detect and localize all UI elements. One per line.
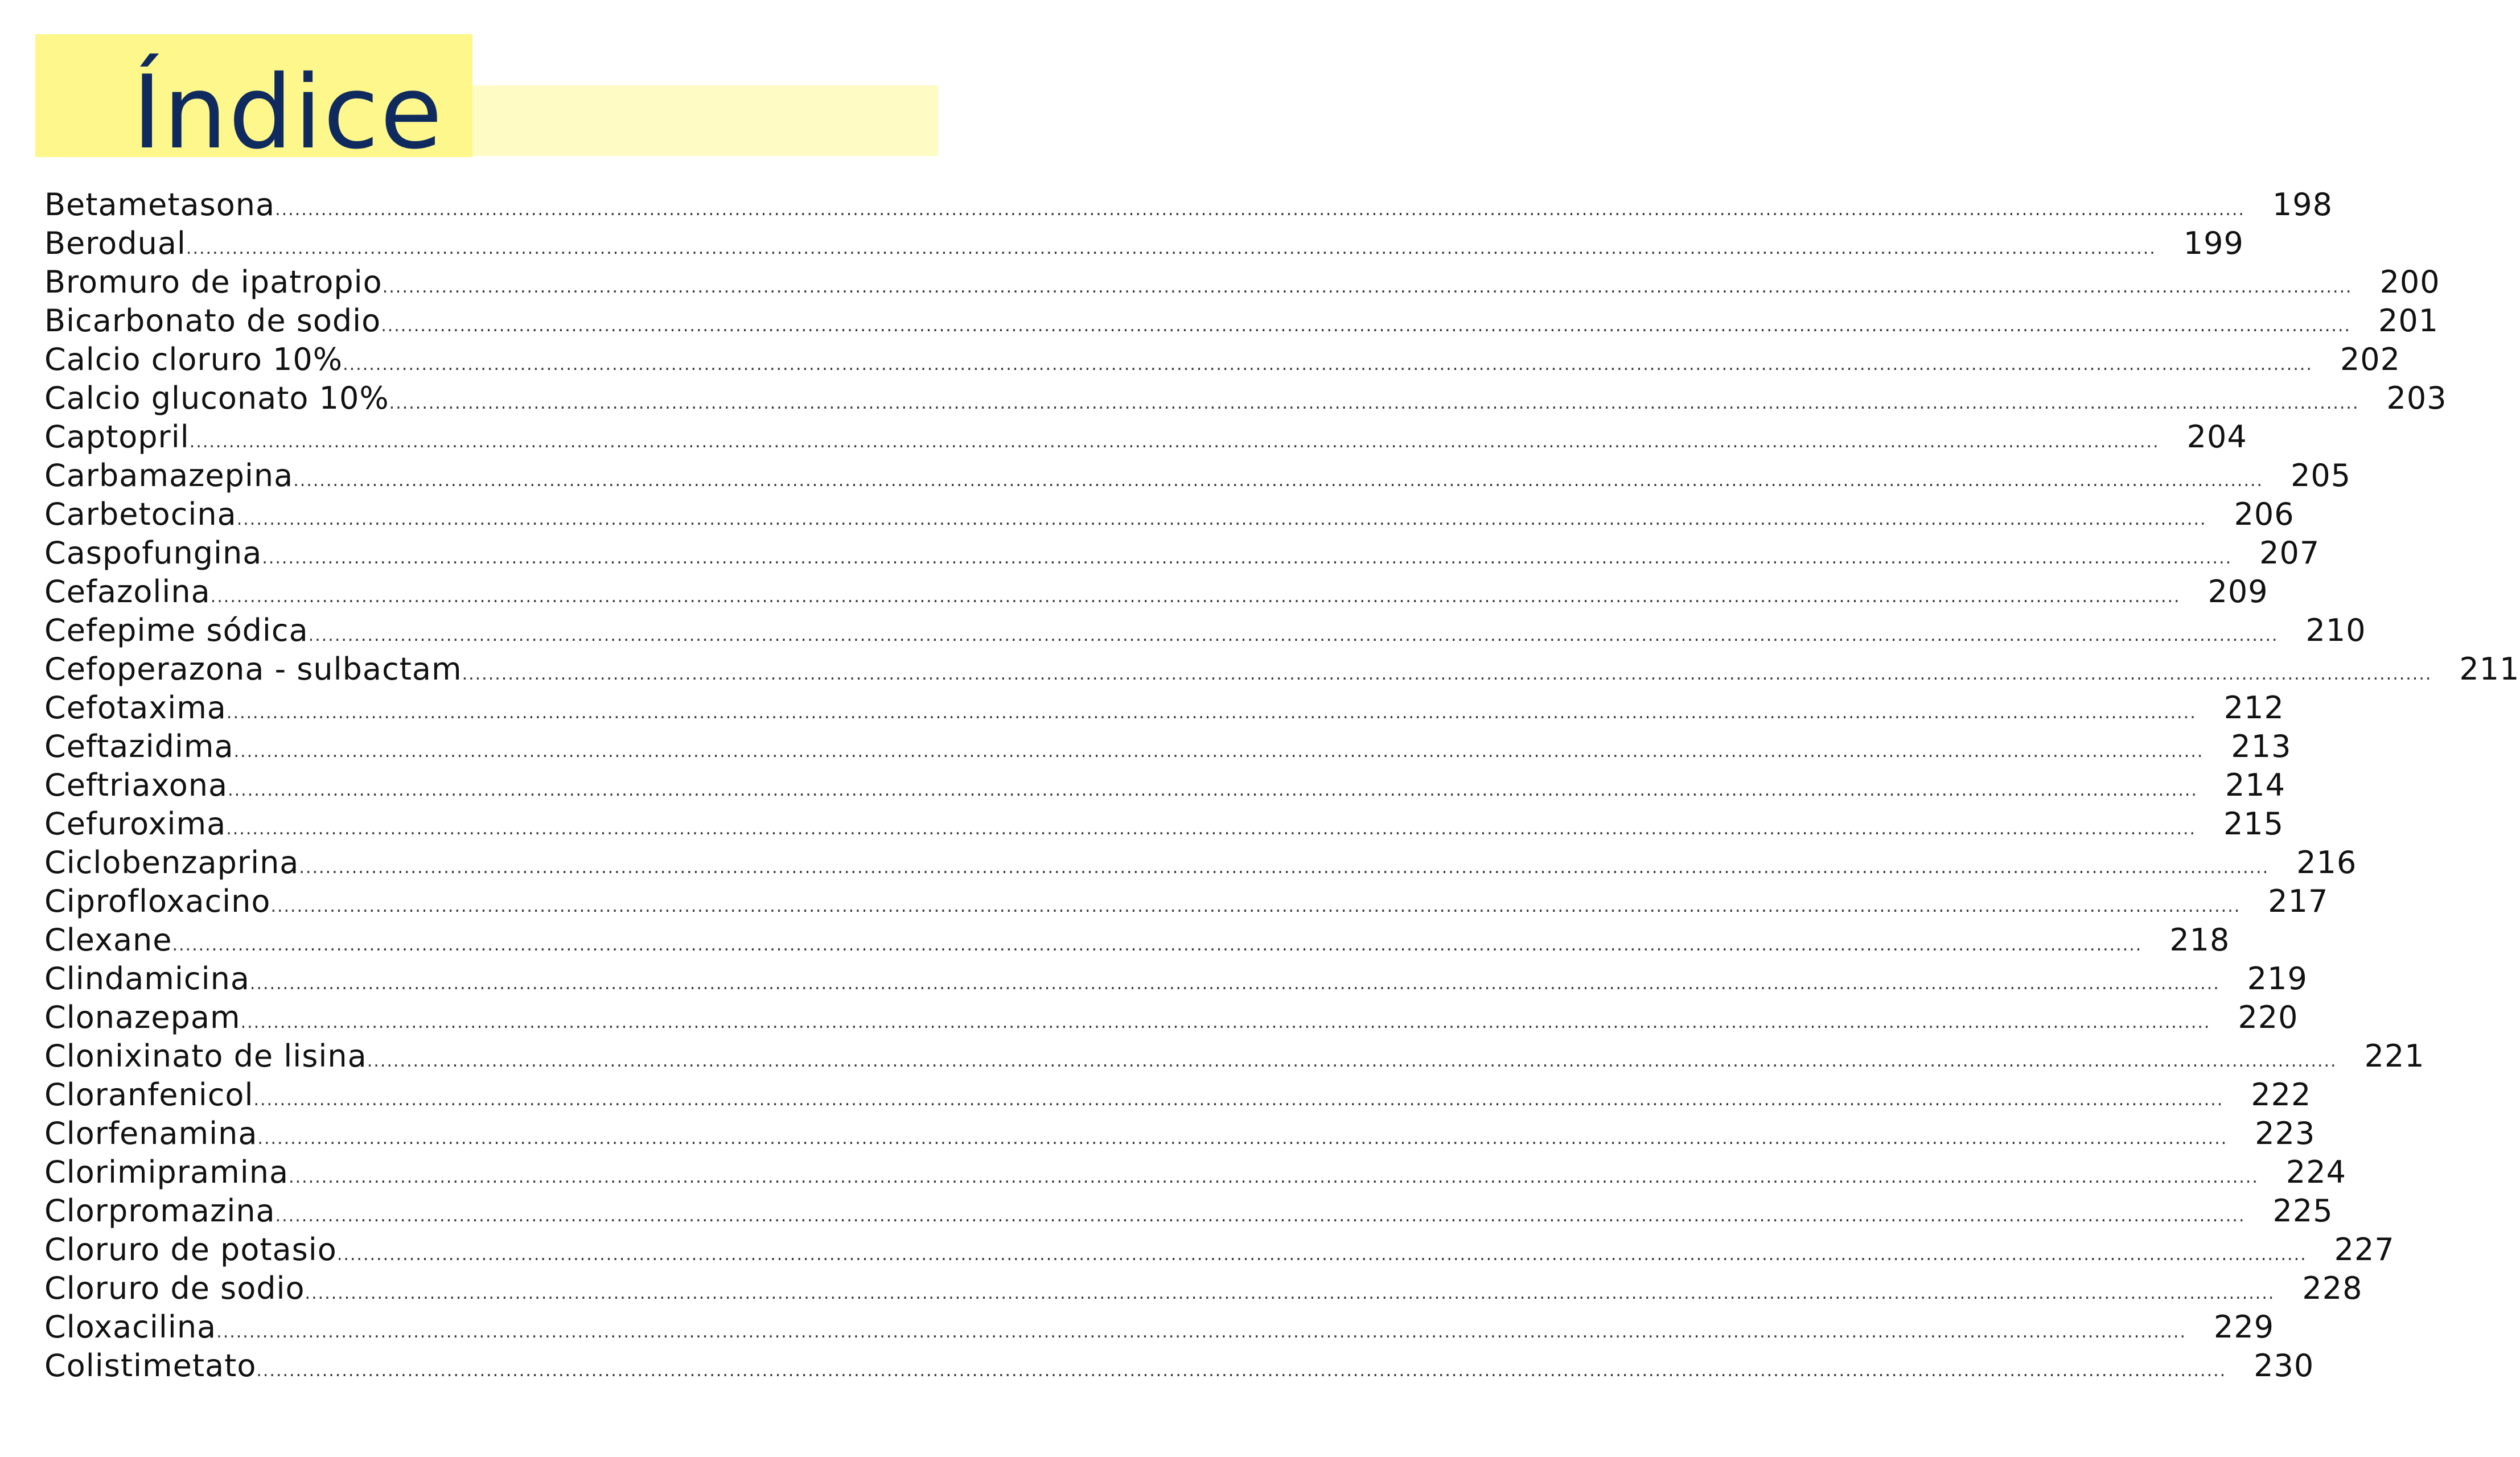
toc-entry-name: Bicarbonato de sodio: [44, 303, 381, 339]
table-of-contents: [44, 186, 2520, 1385]
toc-entry-page: 214: [2225, 767, 2286, 803]
toc-entry-name: Cefepime sódica: [44, 612, 309, 648]
toc-entry-name: Colistimetato: [44, 1348, 257, 1384]
dot-leader: ............................................................................................................................................................................................................................................................................................................: [389, 393, 2359, 413]
dot-leader: ............................................................................................................................................................................................................................................................................................................: [336, 1245, 2307, 1265]
toc-entry-page: 223: [2255, 1116, 2316, 1151]
toc-entry-page: 200: [2379, 264, 2440, 300]
toc-entry-page: 221: [2364, 1038, 2425, 1074]
toc-entry-name: Clorfenamina: [44, 1116, 258, 1151]
toc-entry-name: Cloruro de potasio: [44, 1232, 337, 1267]
toc-entry-page: 216: [2296, 845, 2357, 880]
dot-leader: ............................................................................................................................................................................................................................................................................................................: [228, 780, 2198, 800]
toc-entry[interactable]: [44, 998, 2299, 1037]
dot-leader: ............................................................................................................................................................................................................................................................................................................: [382, 277, 2353, 297]
toc-entry[interactable]: [44, 650, 2520, 689]
toc-entry-page: 209: [2207, 574, 2268, 610]
toc-entry[interactable]: [44, 611, 2366, 650]
toc-entry-name: Ceftriaxona: [44, 767, 228, 803]
toc-entry-name: Cefuroxima: [44, 806, 227, 842]
dot-leader: ............................................................................................................................................................................................................................................................................................................: [226, 819, 2197, 839]
dot-leader: ............................................................................................................................................................................................................................................................................................................: [236, 509, 2207, 529]
toc-entry-page: 212: [2223, 690, 2284, 726]
toc-entry-page: 210: [2305, 612, 2366, 648]
toc-entry[interactable]: [44, 766, 2286, 805]
toc-entry-page: 219: [2247, 961, 2308, 997]
dot-leader: ............................................................................................................................................................................................................................................................................................................: [299, 858, 2270, 878]
toc-entry-name: Calcio cloruro 10%: [44, 341, 343, 377]
toc-entry-page: 227: [2334, 1232, 2395, 1267]
toc-entry[interactable]: [44, 263, 2440, 302]
toc-entry[interactable]: [44, 805, 2284, 843]
toc-entry-name: Betametasona: [44, 187, 276, 223]
toc-entry[interactable]: [44, 1076, 2312, 1114]
toc-entry[interactable]: [44, 843, 2357, 882]
toc-entry[interactable]: [44, 186, 2333, 224]
dot-leader: ............................................................................................................................................................................................................................................................................................................: [186, 238, 2156, 258]
toc-entry-page: 222: [2251, 1077, 2312, 1113]
toc-entry-page: 207: [2259, 535, 2320, 571]
toc-entry-page: 211: [2459, 651, 2520, 687]
toc-entry-name: Calcio gluconato 10%: [44, 380, 389, 416]
toc-entry-page: 220: [2238, 999, 2299, 1035]
toc-entry-page: 203: [2386, 380, 2447, 416]
toc-entry-name: Cloruro de sodio: [44, 1270, 305, 1306]
dot-leader: ............................................................................................................................................................................................................................................................................................................: [367, 1051, 2337, 1071]
title-accent-strip: [472, 85, 938, 156]
toc-entry-name: Ceftazidima: [44, 728, 234, 764]
dot-leader: ............................................................................................................................................................................................................................................................................................................: [210, 587, 2181, 607]
toc-entry[interactable]: [44, 1347, 2315, 1385]
toc-entry[interactable]: [44, 882, 2329, 921]
toc-entry[interactable]: [44, 456, 2352, 495]
toc-entry[interactable]: [44, 224, 2244, 263]
page-title: Índice: [132, 53, 444, 171]
toc-entry[interactable]: [44, 379, 2447, 418]
dot-leader: ............................................................................................................................................................................................................................................................................................................: [270, 896, 2241, 916]
toc-entry[interactable]: [44, 495, 2295, 534]
dot-leader: ............................................................................................................................................................................................................................................................................................................: [381, 316, 2352, 336]
toc-entry[interactable]: [44, 302, 2439, 340]
title-banner: [35, 34, 472, 171]
dot-leader: ............................................................................................................................................................................................................................................................................................................: [275, 1206, 2246, 1226]
toc-entry[interactable]: [44, 921, 2230, 960]
toc-entry-name: Clorpromazina: [44, 1193, 276, 1229]
toc-entry-name: Cloranfenicol: [44, 1077, 254, 1113]
toc-entry[interactable]: [44, 418, 2247, 456]
toc-entry[interactable]: [44, 960, 2308, 998]
toc-entry-name: Carbamazepina: [44, 458, 294, 493]
toc-entry-page: 206: [2234, 496, 2295, 532]
toc-entry-name: Clorimipramina: [44, 1154, 289, 1190]
toc-entry-name: Berodual: [44, 225, 186, 261]
toc-entry[interactable]: [44, 1114, 2316, 1153]
toc-entry-page: 202: [2340, 341, 2401, 377]
toc-entry-name: Cloxacilina: [44, 1309, 217, 1345]
toc-entry-page: 199: [2183, 225, 2244, 261]
dot-leader: ............................................................................................................................................................................................................................................................................................................: [216, 1322, 2186, 1342]
dot-leader: ............................................................................................................................................................................................................................................................................................................: [233, 742, 2204, 762]
toc-entry-name: Clindamicina: [44, 961, 250, 997]
dot-leader: ............................................................................................................................................................................................................................................................................................................: [249, 974, 2220, 994]
toc-entry[interactable]: [44, 534, 2320, 573]
dot-leader: ............................................................................................................................................................................................................................................................................................................: [240, 1013, 2211, 1032]
toc-entry[interactable]: [44, 1308, 2275, 1347]
dot-leader: ............................................................................................................................................................................................................................................................................................................: [226, 703, 2197, 723]
toc-entry[interactable]: [44, 1037, 2425, 1076]
toc-entry[interactable]: [44, 340, 2401, 379]
toc-entry-page: 215: [2223, 806, 2284, 842]
toc-entry-page: 218: [2169, 922, 2230, 958]
toc-entry-name: Caspofungina: [44, 535, 262, 571]
toc-entry-name: Clonazepam: [44, 999, 241, 1035]
toc-entry-page: 228: [2302, 1270, 2363, 1306]
toc-entry-name: Ciclobenzaprina: [44, 845, 299, 880]
dot-leader: ............................................................................................................................................................................................................................................................................................................: [305, 1283, 2275, 1303]
dot-leader: ............................................................................................................................................................................................................................................................................................................: [293, 471, 2264, 491]
dot-leader: ............................................................................................................................................................................................................................................................................................................: [343, 355, 2313, 374]
toc-entry-name: Cefotaxima: [44, 690, 227, 726]
toc-entry-page: 201: [2378, 303, 2439, 339]
dot-leader: ............................................................................................................................................................................................................................................................................................................: [262, 548, 2233, 568]
toc-entry-name: Cefoperazona - sulbactam: [44, 651, 462, 687]
toc-entry-page: 217: [2268, 883, 2329, 919]
toc-entry-page: 205: [2291, 458, 2352, 493]
toc-entry[interactable]: [44, 1230, 2395, 1269]
toc-entry[interactable]: [44, 573, 2268, 611]
toc-entry-page: 204: [2186, 419, 2247, 455]
dot-leader: ............................................................................................................................................................................................................................................................................................................: [289, 1167, 2259, 1187]
toc-entry-name: Clonixinato de lisina: [44, 1038, 367, 1074]
toc-entry-page: 198: [2272, 187, 2333, 223]
toc-entry-page: 213: [2231, 728, 2292, 764]
dot-leader: ............................................................................................................................................................................................................................................................................................................: [462, 664, 2432, 684]
toc-entry-name: Ciprofloxacino: [44, 883, 271, 919]
toc-entry-name: Clexane: [44, 922, 172, 958]
toc-entry[interactable]: [44, 689, 2284, 727]
toc-entry[interactable]: [44, 727, 2292, 766]
dot-leader: ............................................................................................................................................................................................................................................................................................................: [257, 1129, 2228, 1149]
toc-entry-name: Captopril: [44, 419, 190, 455]
dot-leader: ............................................................................................................................................................................................................................................................................................................: [172, 935, 2143, 955]
toc-entry-page: 229: [2214, 1309, 2275, 1345]
dot-leader: ............................................................................................................................................................................................................................................................................................................: [189, 432, 2160, 452]
dot-leader: ............................................................................................................................................................................................................................................................................................................: [308, 625, 2279, 645]
toc-entry-page: 225: [2272, 1193, 2333, 1229]
dot-leader: ............................................................................................................................................................................................................................................................................................................: [275, 200, 2245, 220]
toc-entry[interactable]: [44, 1269, 2363, 1308]
toc-entry-name: Cefazolina: [44, 574, 211, 610]
toc-entry-page: 230: [2254, 1348, 2315, 1384]
toc-entry[interactable]: [44, 1192, 2333, 1230]
toc-entry-name: Carbetocina: [44, 496, 237, 532]
toc-entry[interactable]: [44, 1153, 2346, 1192]
toc-entry-name: Bromuro de ipatropio: [44, 264, 383, 300]
dot-leader: ............................................................................................................................................................................................................................................................................................................: [256, 1361, 2227, 1381]
dot-leader: ............................................................................................................................................................................................................................................................................................................: [253, 1090, 2224, 1110]
toc-entry-page: 224: [2285, 1154, 2346, 1190]
